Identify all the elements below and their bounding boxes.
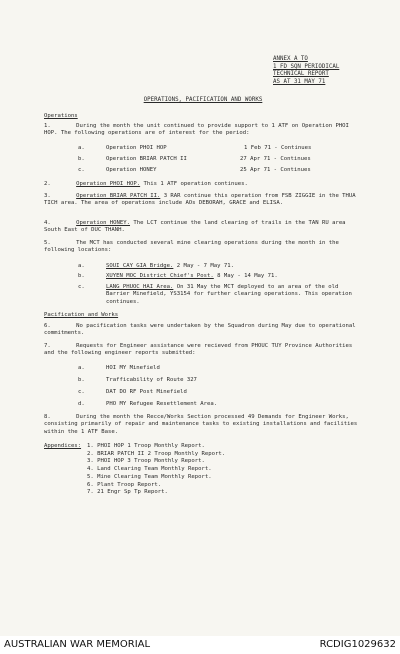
paragraph-text: This 1 ATF operation continues.: [140, 181, 248, 187]
appendix-item: 5. Mine Clearing Team Monthly Report.: [87, 473, 212, 480]
section-heading-operations: Operations: [44, 113, 78, 119]
annex-line: TECHNICAL REPORT: [273, 71, 329, 77]
operation-name: Operation HONEY: [106, 167, 157, 173]
paragraph-text: The LCT continue the land clearing of trails in the TAN RU area South East of DUC THANH.: [44, 220, 346, 234]
paragraph-5: [44, 240, 362, 255]
annex-line: ANNEX A TO: [273, 56, 308, 62]
archive-name: AUSTRALIAN WAR MEMORIAL: [4, 639, 151, 650]
report-title: PHO MY Refugee Resettlement Area.: [106, 401, 218, 407]
paragraph-heading: Operation PHOI HOP.: [76, 181, 141, 187]
list-item: [78, 263, 362, 270]
paragraph-number: 7.: [44, 343, 51, 349]
paragraph-text: 3 RAR continue this operation from FSB ZIGGIE in the THUA TICH area. The area of operations include AOs DEBORAH, GRACE and ELISA.: [44, 193, 356, 207]
operation-date: 25 Apr 71 - Continues: [240, 167, 311, 173]
list-letter: c.: [78, 283, 85, 290]
report-title: Trafficability of Route 327: [106, 377, 197, 383]
paragraph-number: 6.: [44, 323, 51, 329]
operation-date: 27 Apr 71 - Continues: [240, 156, 311, 162]
location-name: XUYEN MOC District Chief's Post.: [106, 273, 214, 280]
report-title: DAT DO RF Post Minefield: [106, 389, 187, 395]
operation-date: 1 Feb 71 - Continues: [244, 145, 312, 151]
list-letter: d.: [78, 401, 85, 407]
appendices-list: [87, 443, 225, 497]
paragraph-number: 5.: [44, 240, 51, 246]
paragraph-text: Requests for Engineer assistance were recieved from PHOUC TUY Province Authorities and the following engineer reports submitted:: [44, 343, 353, 357]
location-text: 2 May - 7 May 71.: [173, 263, 234, 269]
paragraph-8: [44, 414, 362, 436]
operation-name: Operation PHOI HOP: [106, 145, 167, 151]
list-item: [78, 156, 187, 163]
appendix-item: 7. 21 Engr Sp Tp Report.: [87, 489, 168, 496]
list-letter: b.: [78, 273, 85, 280]
paragraph-text: During the month the Recce/Works Section processed 49 Demands for Engineer Works, consisting primarily of repair and maintenance tasks to existing installations and facilities within the 1 ATF Base.: [44, 414, 358, 435]
list-letter: b.: [78, 156, 85, 162]
list-item: [78, 389, 362, 401]
paragraph-number: 8.: [44, 414, 51, 420]
paragraph-3: [44, 193, 362, 208]
paragraph-text: The MCT has conducted several mine clearing operations during the month in the following locations:: [44, 240, 339, 254]
list-letter: a.: [78, 145, 85, 151]
appendix-item: 4. Land Clearing Team Monthly Report.: [87, 466, 212, 473]
location-name: SOUI CAY GIA Bridge.: [106, 263, 174, 269]
list-letter: c.: [78, 167, 85, 173]
list-item: [78, 365, 362, 377]
operations-list: [44, 145, 362, 175]
location-name: LANG PHUOC HAI Area.: [106, 283, 174, 290]
paragraph-text: No pacification tasks were undertaken by the Squadron during May due to operational commitments.: [44, 323, 356, 337]
paragraph-number: 4.: [44, 220, 51, 226]
paragraph-heading: Operation BRIAR PATCH II.: [76, 193, 161, 199]
list-item: [78, 377, 362, 389]
list-letter: b.: [78, 377, 85, 383]
paragraph-number: 2.: [44, 181, 51, 187]
paragraph-number: 1.: [44, 123, 51, 129]
appendix-item: 1. PHOI HOP 1 Troop Monthly Report.: [87, 443, 205, 449]
archive-footer: [0, 636, 400, 654]
list-letter: c.: [78, 389, 85, 395]
list-letter: a.: [78, 263, 85, 269]
appendix-item: 6. Plant Troop Report.: [87, 481, 162, 488]
list-letter: a.: [78, 365, 85, 371]
report-title: HOI MY Minefield: [106, 365, 160, 371]
list-item: [78, 167, 157, 174]
location-text: 8 May - 14 May 71.: [213, 273, 278, 280]
paragraph-1: [44, 123, 362, 138]
operation-name: Operation BRIAR PATCH II: [106, 156, 187, 162]
section-heading-pacification: Pacification and Works: [44, 312, 119, 318]
list-item: [78, 401, 362, 413]
paragraph-heading: Operation HONEY.: [76, 220, 131, 226]
paragraph-4: [44, 220, 362, 235]
paragraph-number: 3.: [44, 193, 51, 199]
list-item: [78, 273, 362, 280]
document-title: OPERATIONS, PACIFICATION AND WORKS: [143, 97, 263, 103]
appendices-label: Appendices:: [44, 443, 82, 449]
paragraph-7: [44, 343, 362, 358]
paragraph-2: [44, 181, 362, 188]
list-item: [78, 145, 167, 152]
paragraph-6: [44, 323, 362, 338]
list-item: [78, 284, 362, 306]
engineer-reports-list: [78, 365, 362, 413]
location-text: On 31 May the MCT deployed to an area of the old Barrier Minefield, YS3154 for further clearing operations. This operation continues.: [106, 283, 352, 305]
appendix-item: 3. PHOI HOP 3 Troop Monthly Report.: [87, 458, 205, 465]
paragraph-text: During the month the unit continued to provide support to 1 ATF on Operation PHOI HOP. The following operations are of interest for the period:: [44, 123, 349, 137]
annex-line: AS AT 31 MAY 71: [273, 78, 326, 85]
appendix-item: 2. BRIAR PATCH II 2 Troop Monthly Report.: [87, 450, 226, 457]
annex-line: 1 FD SQN PERIODICAL: [273, 63, 340, 70]
annex-reference: [273, 56, 383, 86]
archive-id: RCDIG1029632: [319, 639, 396, 650]
mine-clearing-list: [78, 263, 362, 306]
